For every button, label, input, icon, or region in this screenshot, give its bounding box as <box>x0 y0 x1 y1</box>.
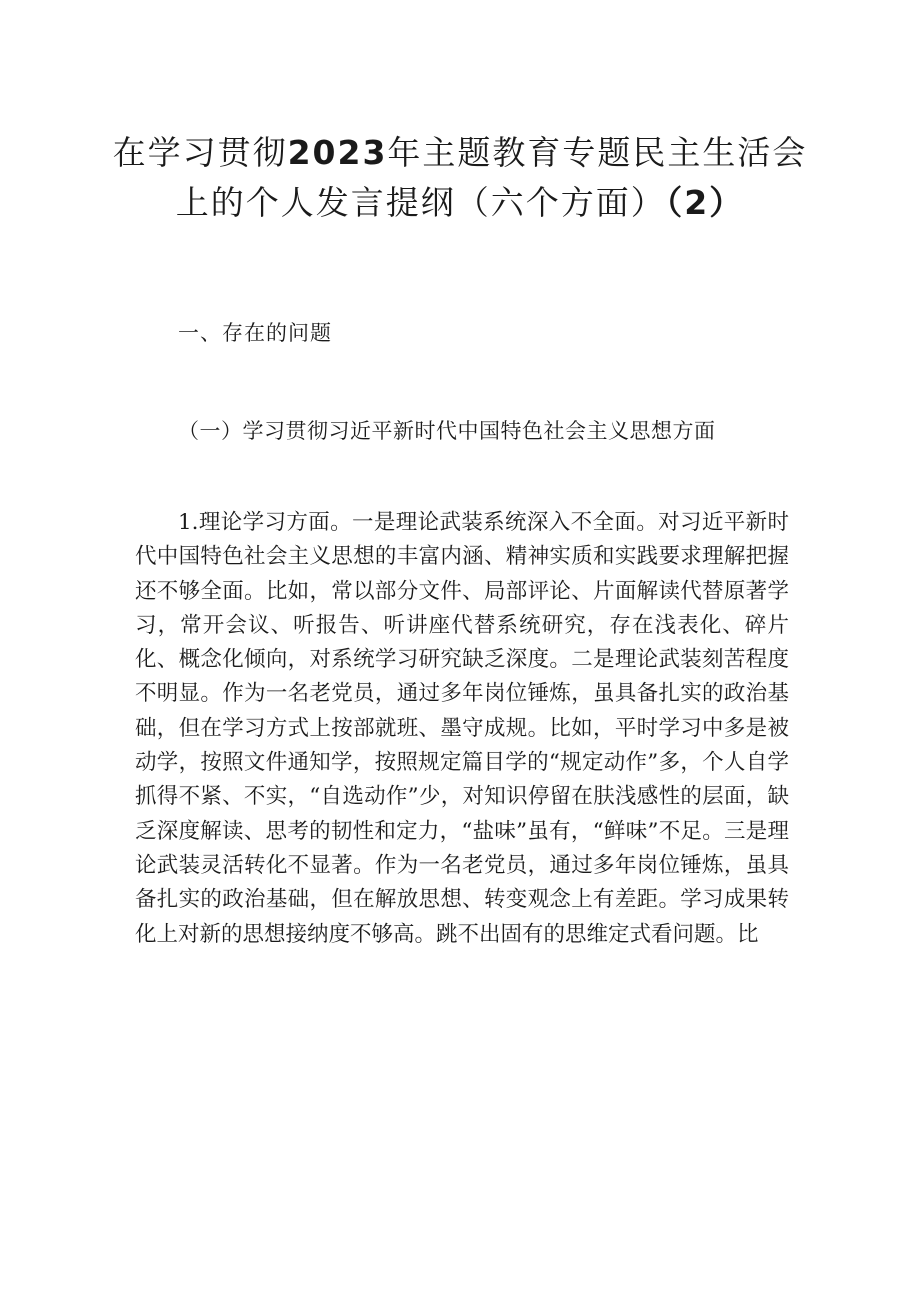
body-paragraph: 1.理论学习方面。一是理论武装系统深入不全面。对习近平新时代中国特色社会主义思想的丰富内涵、精神实质和实践要求理解把握还不够全面。比如，常以部分文件、局部评论、片面解读代替原著学习，常开会议、听报告、听讲座代替系统研究，存在浅表化、碎片化、概念化倾向，对系统学习研究缺乏深度。二是理论武装刻苦程度不明显。作为一名老党员，通过多年岗位锤炼，虽具备扎实的政治基础，但在学习方式上按部就班、墨守成规。比如，平时学习中多是被动学，按照文件通知学，按照规定篇目学的“规定动作”多，个人自学抓得不紧、不实，“自选动作”少，对知识停留在肤浅感性的层面，缺乏深度解读、思考的韧性和定力，“盐味”虽有，“鲜味”不足。三是理论武装灵活转化不显著。作为一名老党员，通过多年岗位锤炼，虽具备扎实的政治基础，但在解放思想、转变观念上有差距。学习成果转化上对新的思想接纳度不够高。跳不出固有的思维定式看问题。比 <box>135 510 790 947</box>
subsection-heading: （一）学习贯彻习近平新时代中国特色社会主义思想方面 <box>178 419 716 443</box>
section-heading: 一、存在的问题 <box>178 321 332 345</box>
document-title <box>110 128 810 228</box>
title-number: （2） <box>665 183 745 222</box>
title-year: 2023 <box>287 133 388 172</box>
title-part-1: 在学习贯彻 <box>112 133 288 172</box>
title-part-2: 年主题教育专题民主生活会上的个人发言提纲（六个方面） <box>175 133 808 222</box>
